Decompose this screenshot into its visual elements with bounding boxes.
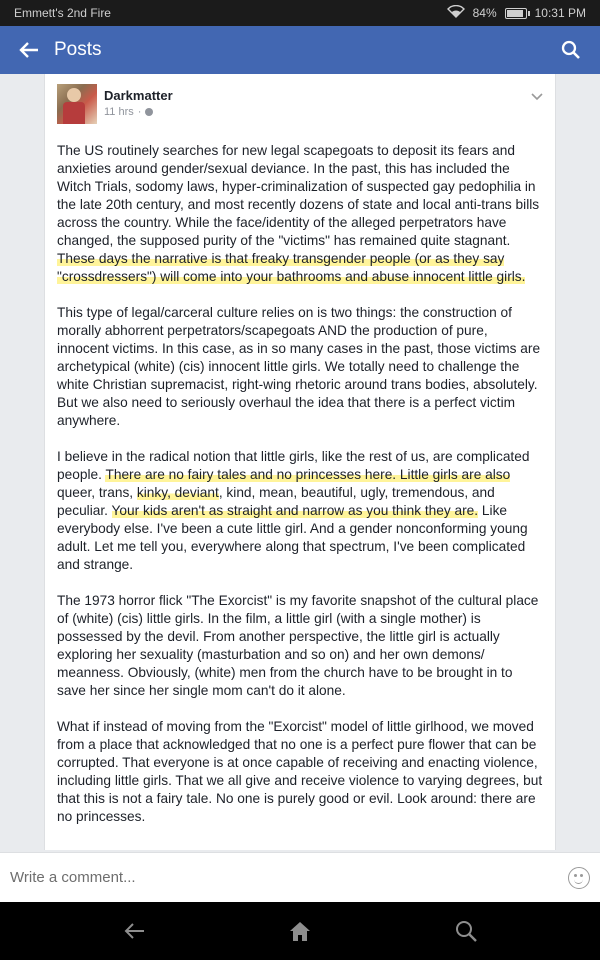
text-segment: , kind, mean, beautiful, ugly, tremendous, and peculiar. (57, 485, 495, 518)
text-segment: I believe in the radical notion that little girls, like the rest of us, are complicated people. (57, 449, 530, 482)
avatar[interactable] (57, 84, 97, 124)
post-paragraph (57, 448, 543, 574)
text-segment: What if instead of moving from the "Exorcist" model of little girlhood, we moved from a place that acknowledged that no one is a perfect pure flower that can be corrupted. That everyone is at once capable of receiving and enacting violence, including little girls. That we all give and receive violence to varying degrees, but that this is not a fairy tale. No one is purely good or evil. Look around: there are no princesses. (57, 719, 543, 824)
device-name: Emmett's 2nd Fire (14, 6, 111, 20)
app-bar (0, 26, 600, 74)
status-indicators (447, 5, 586, 21)
highlighted-text: These days the narrative is that freaky transgender people (or as they say "crossdressers") will come into your bathrooms and abuse innocent little girls. (57, 251, 526, 284)
nav-search-icon[interactable] (451, 916, 481, 946)
search-icon[interactable] (556, 35, 586, 65)
wifi-icon (447, 5, 465, 21)
system-nav-bar (0, 902, 600, 960)
clock: 10:31 PM (534, 6, 586, 20)
battery-level (507, 10, 524, 17)
comment-bar (0, 852, 600, 902)
feed[interactable] (0, 74, 600, 850)
text-segment: Like everybody else. I've been a cute little girl. And a gender nonconforming young adult. Let me tell you, everywhere along that spectrum, I've been complicated and strange. (57, 503, 528, 572)
battery-icon (505, 8, 527, 19)
back-arrow-icon[interactable] (14, 35, 44, 65)
text-segment: The US routinely searches for new legal scapegoats to deposit its fears and anxieties around gender/sexual deviance. In the past, this has included the Witch Trials, sodomy laws, hyper-criminalization of suspected gay pedophilia in the late 20th century, and most recently dozens of state and local anti-trans bills across the country. While the face/identity of the alleged perpetrators have changed, the supposed purity of the "victims" has remained quite stagnant. (57, 143, 540, 248)
emoji-icon[interactable] (568, 867, 590, 889)
text-segment: This type of legal/carceral culture relies on is two things: the construction of morally abhorrent perpetrators/scapegoats AND the production of pure, innocent victims. In this case, as in so many cases in the past, those victims are archetypical (white) (cis) innocent little girls. We totally need to challenge the white Christian supremacist, right-wing rhetoric around trans bodies, absolutely. But we also need to seriously overhaul the idea that there is a perfect victim anywhere. (57, 305, 541, 428)
post-paragraph (57, 592, 543, 700)
chevron-down-icon[interactable] (531, 88, 543, 106)
page-title: Posts (54, 39, 102, 60)
author-name[interactable]: Darkmatter (104, 88, 173, 103)
comment-input[interactable] (10, 869, 568, 886)
text-segment: queer, trans, (57, 485, 137, 500)
highlighted-text: Your kids aren't as straight and narrow as you think they are. (111, 503, 479, 518)
text-segment: The 1973 horror flick "The Exorcist" is my favorite snapshot of the cultural place of (white) (cis) little girls. In the film, a little girl (with a single mother) is possessed by the devil. From another perspective, the little girl is actually exploring her sexuality (masturbation and so on) and her own demons/ meanness. Obviously, (white) men from the church have to be brought in to save her since her single mom can't do it alone. (57, 593, 539, 698)
post-body (45, 132, 555, 826)
author-block (104, 84, 173, 118)
battery-percent: 84% (472, 6, 497, 20)
home-icon[interactable] (285, 916, 315, 946)
post-meta (104, 106, 173, 118)
highlighted-text: There are no fairy tales and no princesses here. Little girls are also (105, 467, 511, 482)
post-card (44, 74, 556, 850)
post-paragraph (57, 304, 543, 430)
post-header (45, 74, 555, 132)
status-bar (0, 0, 600, 26)
globe-icon (145, 108, 153, 116)
dot-separator: · (137, 106, 142, 118)
post-paragraph (57, 718, 543, 826)
post-paragraph (57, 142, 543, 286)
highlighted-text: kinky, deviant (136, 485, 219, 500)
nav-back-icon[interactable] (119, 916, 149, 946)
post-time[interactable]: 11 hrs (104, 106, 134, 118)
